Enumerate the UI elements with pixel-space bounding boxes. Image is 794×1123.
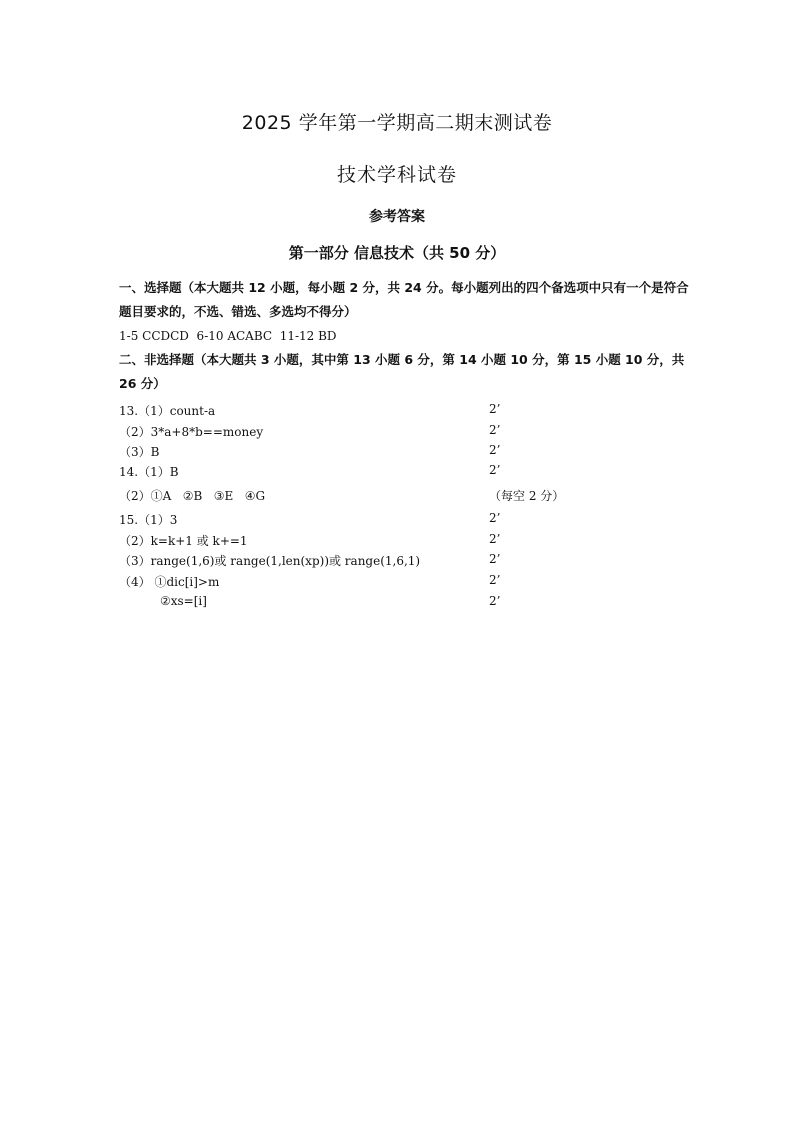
- answer-row: [0, 552, 794, 572]
- choice-answers: 1-5 CCDCD 6-10 ACABC 11-12 BD: [119, 329, 337, 343]
- section-2-instructions: 二、非选择题（本大题共 3 小题，其中第 13 小题 6 分，第 14 小题 10 分，第 15 小题 10 分，共 26 分）: [119, 352, 685, 391]
- answer-row: [0, 594, 794, 614]
- answer-heading: 参考答案: [369, 209, 425, 225]
- exam-title: 2025 学年第一学期高二期末测试卷: [241, 112, 553, 134]
- answer-text: （3）B: [119, 445, 160, 459]
- answer-row: [0, 463, 794, 483]
- answer-text: （2）k=k+1 或 k+=1: [119, 534, 248, 548]
- answer-row: [0, 443, 794, 463]
- answer-score: 2’: [489, 573, 501, 587]
- section-1-instructions: 一、选择题（本大题共 12 小题，每小题 2 分，共 24 分。每小题列出的四个备选项中只有一个是符合题目要求的，不选、错选、多选均不得分）: [119, 280, 689, 319]
- exam-subtitle: 技术学科试卷: [336, 164, 457, 186]
- answer-text: （2）①A ②B ③E ④G: [119, 489, 266, 503]
- answer-text: （4） ①dic[i]>m: [119, 575, 220, 589]
- answer-row: [0, 487, 794, 507]
- answer-text: 14.（1）B: [119, 465, 179, 479]
- answer-text: ②xs=[i]: [160, 594, 207, 608]
- answer-score: 2’: [489, 594, 501, 608]
- answer-score: 2’: [489, 511, 501, 525]
- answer-score: 2’: [489, 552, 501, 566]
- answer-score: 2’: [489, 532, 501, 546]
- answer-row: [0, 511, 794, 531]
- answer-score: （每空 2 分）: [489, 489, 565, 503]
- answer-score: 2’: [489, 463, 501, 477]
- answer-text: 13.（1）count-a: [119, 404, 216, 418]
- answer-row: [0, 573, 794, 593]
- answer-text: （3）range(1,6)或 range(1,len(xp))或 range(1,6,1): [119, 554, 421, 568]
- answer-score: 2’: [489, 443, 501, 457]
- part-heading: 第一部分 信息技术（共 50 分）: [288, 244, 506, 262]
- answer-score: 2’: [489, 402, 501, 416]
- answer-row: [0, 532, 794, 552]
- answer-text: （2）3*a+8*b==money: [119, 425, 264, 439]
- answer-text: 15.（1）3: [119, 513, 178, 527]
- answer-row: [0, 423, 794, 443]
- answer-row: [0, 402, 794, 422]
- answer-score: 2’: [489, 423, 501, 437]
